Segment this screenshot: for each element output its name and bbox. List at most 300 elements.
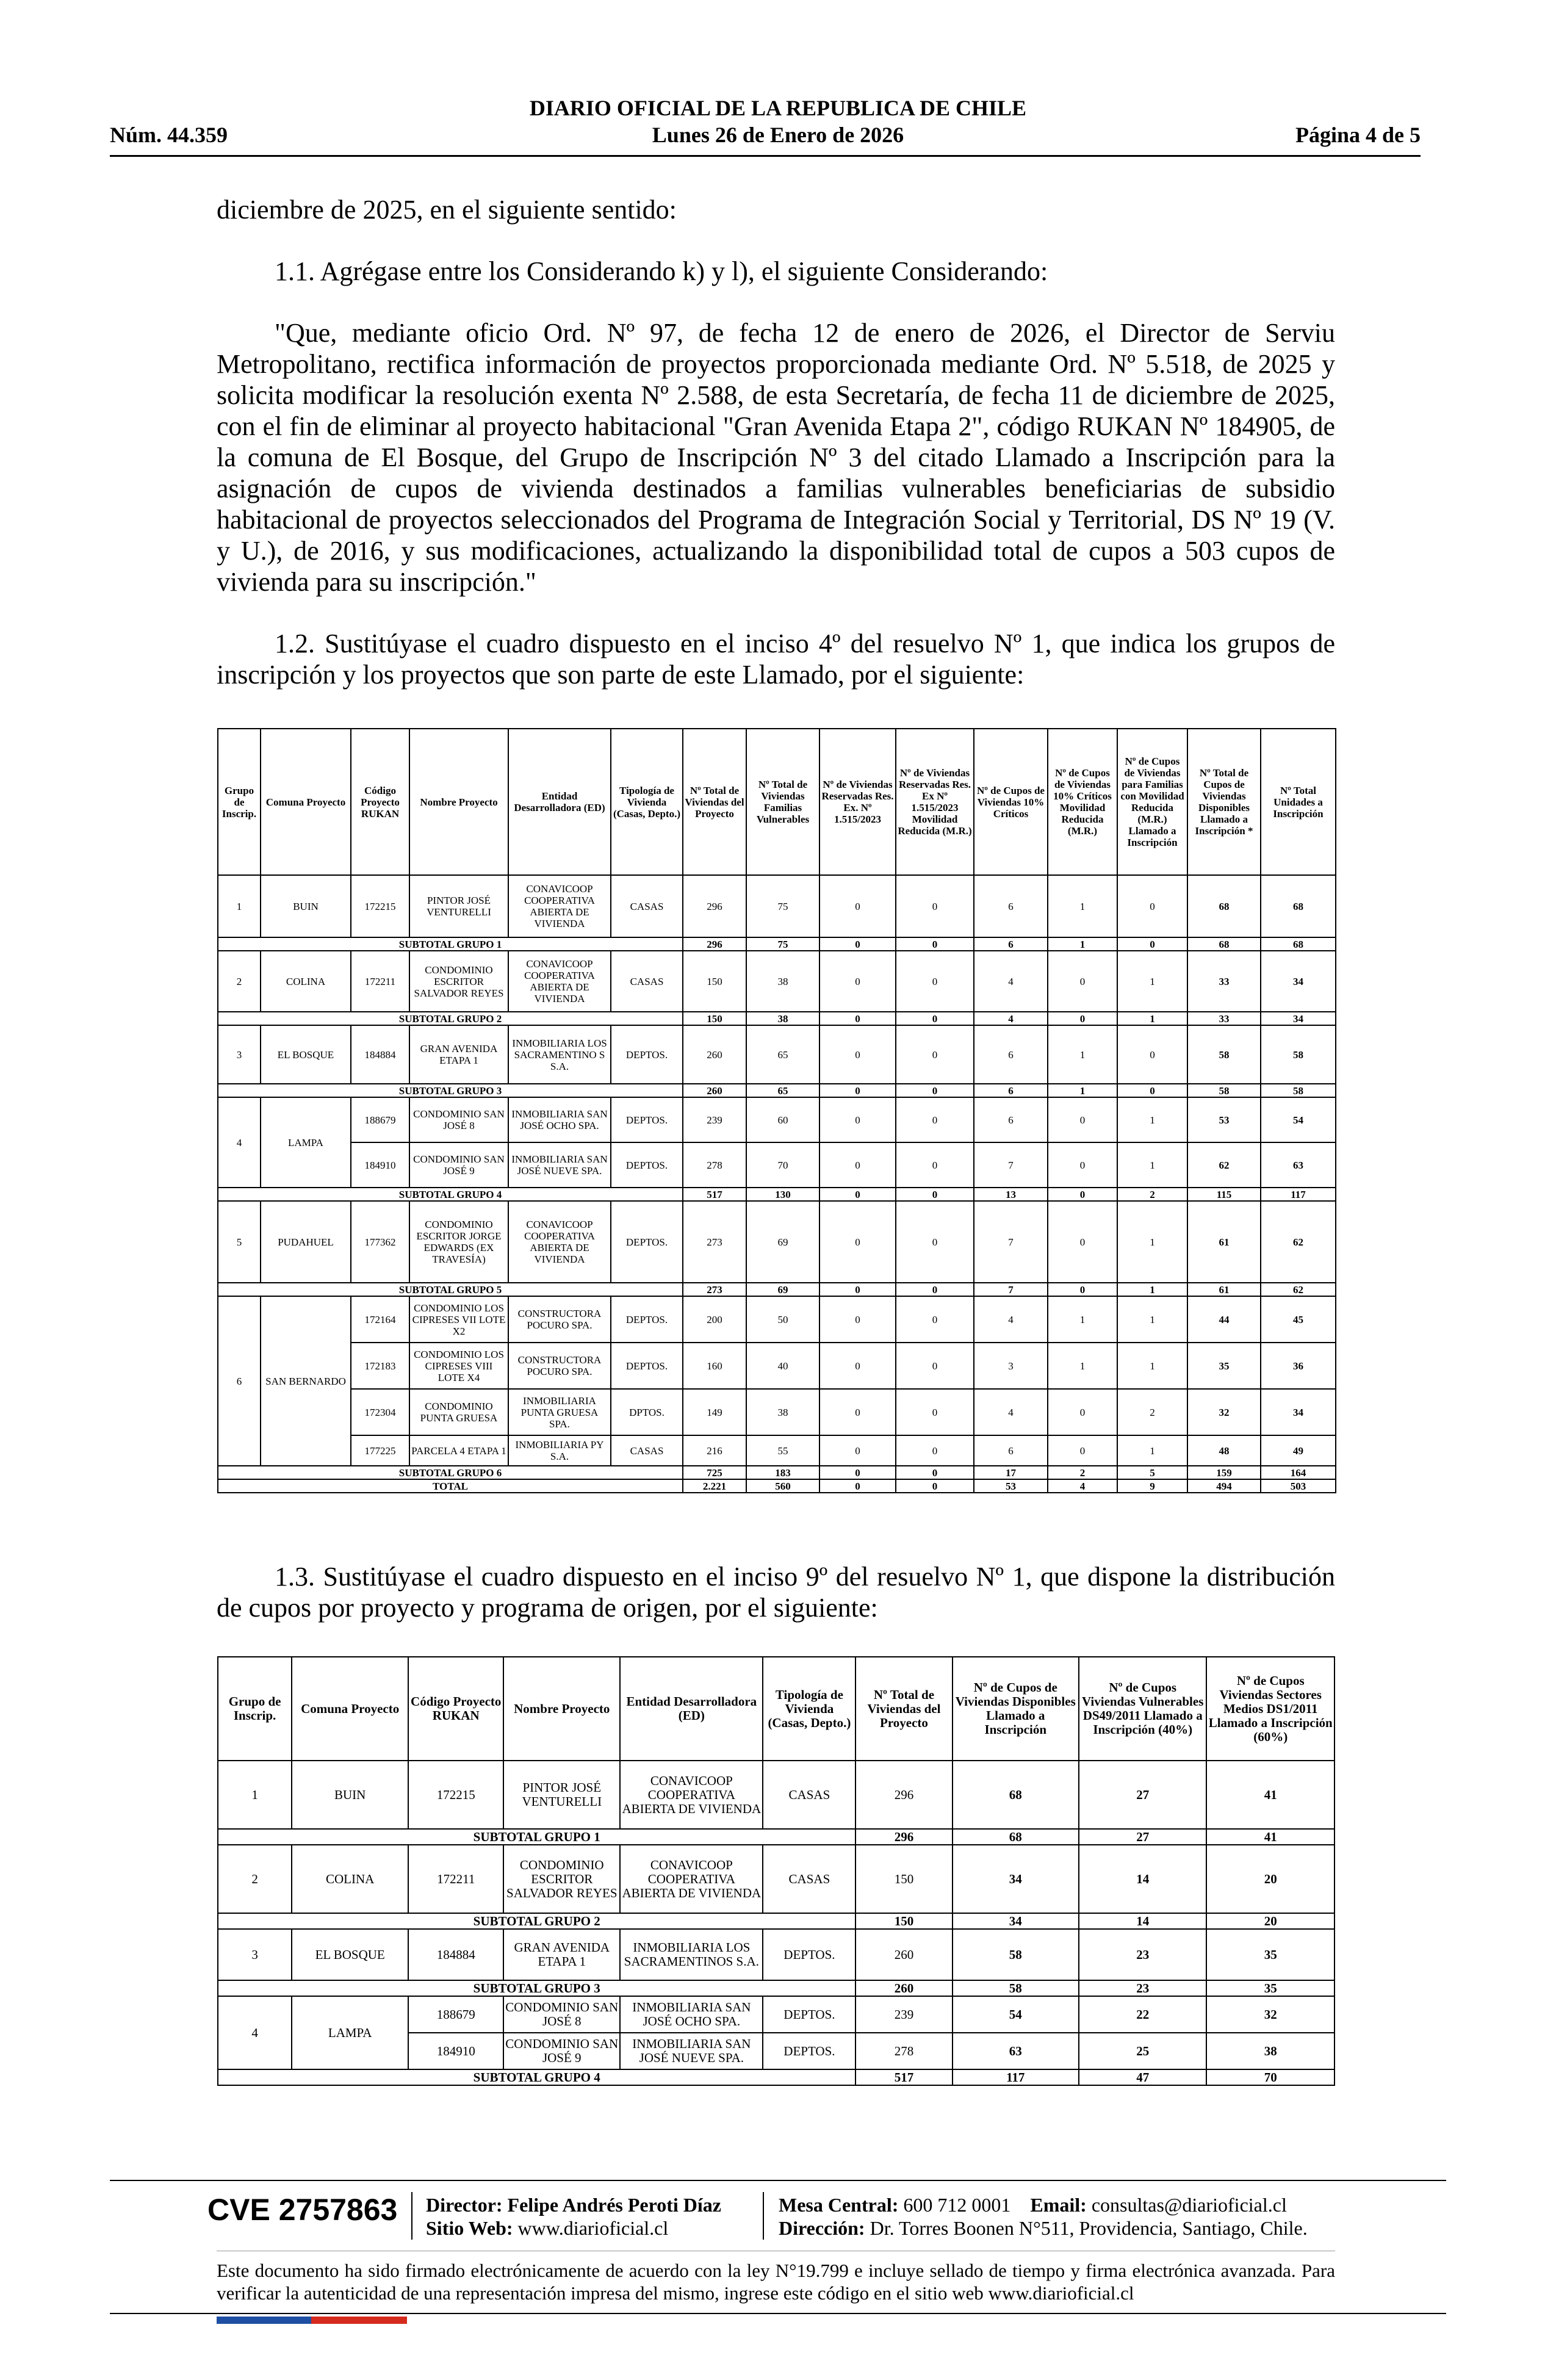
cell: LAMPA — [261, 1097, 351, 1188]
cell: 53 — [974, 1479, 1048, 1493]
cell: CONDOMINIO ESCRITOR SALVADOR REYES — [409, 951, 508, 1012]
subtotal-row — [218, 937, 1336, 951]
cell: 68 — [953, 1761, 1079, 1829]
cell: 68 — [1187, 875, 1261, 937]
cell: 0 — [819, 1097, 896, 1142]
issue-date: Lunes 26 de Enero de 2026 — [652, 123, 904, 147]
subtotal-label: SUBTOTAL GRUPO 2 — [218, 1913, 855, 1929]
table-row — [218, 1845, 1334, 1913]
table-row — [218, 1996, 1334, 2033]
cell: 0 — [896, 1097, 974, 1142]
footer-divider — [411, 2192, 412, 2240]
cell: 1 — [218, 1761, 292, 1829]
distribution-table — [217, 1656, 1335, 2086]
cell: PUDAHUEL — [261, 1201, 351, 1283]
cve-code: CVE 2757863 — [207, 2193, 398, 2227]
t2-header-entidad: Entidad Desarrolladora (ED) — [620, 1657, 763, 1761]
cell: 61 — [1187, 1283, 1261, 1296]
t1-header-cupos-disponibles: Nº Total de Cupos de Viviendas Disponibles Llamado a Inscripción * — [1187, 729, 1261, 875]
cell: 4 — [974, 1012, 1048, 1025]
cell: 150 — [855, 1845, 952, 1913]
cell: 0 — [819, 1084, 896, 1097]
cell: CONDOMINIO PUNTA GRUESA — [409, 1389, 508, 1435]
cell: DEPTOS. — [611, 1097, 683, 1142]
cell: SAN BERNARDO — [261, 1296, 351, 1466]
cell: 0 — [1048, 1097, 1117, 1142]
cell: 239 — [855, 1996, 952, 2033]
cell: 20 — [1206, 1845, 1334, 1913]
cell: 0 — [1048, 1435, 1117, 1466]
body-text-top — [217, 194, 1335, 690]
cell: 23 — [1079, 1980, 1206, 1996]
cell: 0 — [896, 1296, 974, 1343]
flag-stripe-red — [311, 2317, 407, 2324]
cell: 27 — [1079, 1761, 1206, 1829]
cell: DEPTOS. — [763, 1929, 855, 1980]
cell: EL BOSQUE — [292, 1929, 408, 1980]
cell: 48 — [1187, 1435, 1261, 1466]
cell: 115 — [1187, 1188, 1261, 1201]
table-row — [218, 1296, 1336, 1343]
cell: 160 — [683, 1343, 746, 1389]
cell: 150 — [683, 1012, 746, 1025]
cell: 278 — [683, 1142, 746, 1188]
cell: 2 — [218, 1845, 292, 1913]
newspaper-title: DIARIO OFICIAL DE LA REPUBLICA DE CHILE — [529, 96, 1027, 120]
direccion-label: Dirección: — [779, 2217, 865, 2239]
t2-header-cupos-vulnerables: Nº de Cupos Viviendas Vulnerables DS49/2011 Llamado a Inscripción (40%) — [1079, 1657, 1206, 1761]
cell: 33 — [1187, 1012, 1261, 1025]
cell: 0 — [819, 951, 896, 1012]
cell: 1 — [1048, 1084, 1117, 1097]
cell: 503 — [1261, 1479, 1336, 1493]
cell: CONAVICOOP COOPERATIVA ABIERTA DE VIVIENDA — [620, 1761, 763, 1829]
cell: 4 — [1048, 1479, 1117, 1493]
cell: 6 — [974, 1084, 1048, 1097]
cell: 183 — [746, 1466, 819, 1479]
cell: 1 — [1117, 1296, 1187, 1343]
subtotal-label: SUBTOTAL GRUPO 4 — [218, 1188, 683, 1201]
cell: 35 — [1206, 1929, 1334, 1980]
cell: 0 — [896, 1201, 974, 1283]
direccion-text: Dr. Torres Boonen N°511, Providencia, Santiago, Chile. — [870, 2217, 1308, 2239]
cell: 184884 — [408, 1929, 503, 1980]
cell: 23 — [1079, 1929, 1206, 1980]
cell: 34 — [953, 1913, 1079, 1929]
cell: INMOBILIARIA PUNTA GRUESA SPA. — [508, 1389, 611, 1435]
cell: 0 — [896, 1188, 974, 1201]
t1-header-cupos-mr: Nº de Cupos de Viviendas para Familias con Movilidad Reducida (M.R.) Llamado a Inscripción — [1117, 729, 1187, 875]
cell: 0 — [819, 1201, 896, 1283]
cell: 0 — [819, 937, 896, 951]
subtotal-row — [218, 1829, 1334, 1845]
cell: 0 — [896, 1012, 974, 1025]
cell: 177362 — [351, 1201, 409, 1283]
cell: 1 — [1048, 875, 1117, 937]
cell: 7 — [974, 1283, 1048, 1296]
cell: 3 — [218, 1929, 292, 1980]
subtotal-row — [218, 1980, 1334, 1996]
cell: 65 — [746, 1084, 819, 1097]
cell: 4 — [974, 951, 1048, 1012]
cell: CONAVICOOP COOPERATIVA ABIERTA DE VIVIENDA — [508, 951, 611, 1012]
cell: 0 — [819, 1466, 896, 1479]
table-row — [218, 1435, 1336, 1466]
cell: 1 — [1117, 1343, 1187, 1389]
cell: 2 — [1048, 1466, 1117, 1479]
cell: 0 — [896, 1466, 974, 1479]
cell: DEPTOS. — [763, 2033, 855, 2069]
cell: 172215 — [351, 875, 409, 937]
cell: CONDOMINIO SAN JOSÉ 8 — [503, 1996, 620, 2033]
footer-contact-block — [779, 2193, 1308, 2240]
cell: 172304 — [351, 1389, 409, 1435]
t1-header-grupo: Grupo de Inscrip. — [218, 729, 261, 875]
cell: 54 — [953, 1996, 1079, 2033]
cell: 1 — [1117, 1097, 1187, 1142]
cell: EL BOSQUE — [261, 1025, 351, 1084]
t2-header-nombre: Nombre Proyecto — [503, 1657, 620, 1761]
cell: 0 — [896, 1283, 974, 1296]
t1-header-entidad: Entidad Desarrolladora (ED) — [508, 729, 611, 875]
cell: 61 — [1187, 1201, 1261, 1283]
cell: 0 — [1048, 1142, 1117, 1188]
cell: 38 — [746, 951, 819, 1012]
cell: 159 — [1187, 1466, 1261, 1479]
subtotal-row — [218, 1188, 1336, 1201]
total-row — [218, 1479, 1336, 1493]
subtotal-label: SUBTOTAL GRUPO 3 — [218, 1084, 683, 1097]
cell: 6 — [974, 875, 1048, 937]
cell: 200 — [683, 1296, 746, 1343]
signature-note: Este documento ha sido firmado electrónicamente de acuerdo con la ley N°19.799 e incluye sellado de tiempo y firma electrónica avanzada. Para verificar la autenticidad de una representación impresa del mismo, ingrese este código en el sitio web www.diarioficial.cl — [217, 2260, 1335, 2304]
cell: 20 — [1206, 1913, 1334, 1929]
subtotal-row — [218, 1913, 1334, 1929]
cell: 6 — [974, 937, 1048, 951]
cell: 62 — [1261, 1201, 1336, 1283]
page-number: Página 4 de 5 — [1295, 123, 1421, 147]
cell: 68 — [1261, 937, 1336, 951]
cell: COLINA — [292, 1845, 408, 1913]
cell: 1 — [1117, 1435, 1187, 1466]
cell: 34 — [1261, 1389, 1336, 1435]
header-rule — [110, 155, 1421, 157]
cell: 58 — [1261, 1084, 1336, 1097]
t2-header-grupo: Grupo de Inscrip. — [218, 1657, 292, 1761]
cell: GRAN AVENIDA ETAPA 1 — [503, 1929, 620, 1980]
table-row — [218, 1025, 1336, 1084]
t1-header-comuna: Comuna Proyecto — [261, 729, 351, 875]
cell: 45 — [1261, 1296, 1336, 1343]
cell: CONSTRUCTORA POCURO SPA. — [508, 1296, 611, 1343]
cell: 0 — [896, 1479, 974, 1493]
cell: 0 — [1048, 1283, 1117, 1296]
cell: 0 — [819, 1389, 896, 1435]
cell: 149 — [683, 1389, 746, 1435]
t1-header-criticos-mr: Nº de Cupos de Viviendas 10% Críticos Movilidad Reducida (M.R.) — [1048, 729, 1117, 875]
cell: 4 — [218, 1996, 292, 2069]
cell: 184910 — [408, 2033, 503, 2069]
t2-header-total-viviendas: Nº Total de Viviendas del Proyecto — [855, 1657, 952, 1761]
cell: 117 — [1261, 1188, 1336, 1201]
cell: 216 — [683, 1435, 746, 1466]
cell: DPTOS. — [611, 1389, 683, 1435]
cell: CONDOMINIO LOS CIPRESES VII LOTE X2 — [409, 1296, 508, 1343]
cell: LAMPA — [292, 1996, 408, 2069]
cell: 68 — [1261, 875, 1336, 937]
cell: 0 — [896, 1142, 974, 1188]
cell: CONDOMINIO SAN JOSÉ 9 — [409, 1142, 508, 1188]
table-row — [218, 875, 1336, 937]
cell: 517 — [855, 2069, 952, 2085]
body-text-middle — [217, 1561, 1335, 1623]
cell: 5 — [1117, 1466, 1187, 1479]
cell: INMOBILIARIA SAN JOSÉ NUEVE SPA. — [508, 1142, 611, 1188]
paragraph-intro: diciembre de 2025, en el siguiente sentido: — [217, 195, 677, 225]
cell: INMOBILIARIA LOS SACRAMENTINO S S.A. — [508, 1025, 611, 1084]
cell: 0 — [819, 1435, 896, 1466]
t1-header-nombre: Nombre Proyecto — [409, 729, 508, 875]
cell: 65 — [746, 1025, 819, 1084]
cell: 32 — [1206, 1996, 1334, 2033]
cell: 41 — [1206, 1761, 1334, 1829]
cell: 70 — [746, 1142, 819, 1188]
cell: 47 — [1079, 2069, 1206, 2085]
t1-header-unidades: Nº Total Unidades a Inscripción — [1261, 729, 1336, 875]
paragraph-1-2: 1.2. Sustitúyase el cuadro dispuesto en el inciso 4º del resuelvo Nº 1, que indica los grupos de inscripción y los proyectos que son parte de este Llamado, por el siguiente: — [217, 629, 1335, 690]
director-name: Felipe Andrés Peroti Díaz — [507, 2194, 721, 2216]
subtotal-label: SUBTOTAL GRUPO 4 — [218, 2069, 855, 2085]
cell: 0 — [1048, 1389, 1117, 1435]
email-label: Email: — [1030, 2194, 1087, 2216]
cell: 517 — [683, 1188, 746, 1201]
cell: 0 — [1048, 951, 1117, 1012]
cell: 63 — [1261, 1142, 1336, 1188]
t2-header-codigo: Código Proyecto RUKAN — [408, 1657, 503, 1761]
cell: 7 — [974, 1201, 1048, 1283]
cell: 70 — [1206, 2069, 1334, 2085]
cell: 150 — [683, 951, 746, 1012]
cell: 494 — [1187, 1479, 1261, 1493]
t2-header-tipologia: Tipología de Vivienda (Casas, Depto.) — [763, 1657, 855, 1761]
cell: 1 — [1048, 1025, 1117, 1084]
cell: 62 — [1187, 1142, 1261, 1188]
cell: 0 — [1048, 1188, 1117, 1201]
cell: 239 — [683, 1097, 746, 1142]
cell: 41 — [1206, 1829, 1334, 1845]
table-row — [218, 1097, 1336, 1142]
cell: 22 — [1079, 1996, 1206, 2033]
cell: 68 — [1187, 937, 1261, 951]
cell: 58 — [1261, 1025, 1336, 1084]
cell: 9 — [1117, 1479, 1187, 1493]
cell: 0 — [1117, 875, 1187, 937]
cell: 1 — [218, 875, 261, 937]
cell: 7 — [974, 1142, 1048, 1188]
paragraph-1-1: 1.1. Agrégase entre los Considerando k) y l), el siguiente Considerando: — [275, 256, 1048, 286]
cell: 53 — [1187, 1097, 1261, 1142]
cell: DEPTOS. — [611, 1296, 683, 1343]
cell: 260 — [683, 1084, 746, 1097]
email-link[interactable]: consultas@diarioficial.cl — [1091, 2194, 1287, 2216]
cell: 0 — [819, 1025, 896, 1084]
subtotal-label: SUBTOTAL GRUPO 1 — [218, 937, 683, 951]
cell: 4 — [974, 1296, 1048, 1343]
cell: 40 — [746, 1343, 819, 1389]
cell: 0 — [819, 1343, 896, 1389]
cell: INMOBILIARIA PY S.A. — [508, 1435, 611, 1466]
issue-number: Núm. 44.359 — [110, 123, 228, 147]
cell: 1 — [1048, 937, 1117, 951]
cell: 0 — [1048, 1012, 1117, 1025]
cell: INMOBILIARIA SAN JOSÉ NUEVE SPA. — [620, 2033, 763, 2069]
t1-header-reservadas: Nº de Viviendas Reservadas Res. Ex. Nº 1.515/2023 — [819, 729, 896, 875]
cell: CONDOMINIO ESCRITOR JORGE EDWARDS (EX TRAVESÍA) — [409, 1201, 508, 1283]
cell: 0 — [819, 1188, 896, 1201]
t1-header-total-viviendas: Nº Total de Viviendas del Proyecto — [683, 729, 746, 875]
cell: 0 — [896, 951, 974, 1012]
cell: 2 — [218, 951, 261, 1012]
cell: CONAVICOOP COOPERATIVA ABIERTA DE VIVIENDA — [508, 875, 611, 937]
cell: INMOBILIARIA LOS SACRAMENTINOS S.A. — [620, 1929, 763, 1980]
sitio-label: Sitio Web: — [426, 2217, 513, 2239]
cell: 0 — [896, 937, 974, 951]
cell: DEPTOS. — [611, 1142, 683, 1188]
cell: 0 — [819, 1012, 896, 1025]
cell: BUIN — [261, 875, 351, 937]
cell: 1 — [1117, 1142, 1187, 1188]
cell: PINTOR JOSÉ VENTURELLI — [503, 1761, 620, 1829]
cell: 27 — [1079, 1829, 1206, 1845]
table-row — [218, 1761, 1334, 1829]
cell: 34 — [1261, 951, 1336, 1012]
table-row — [218, 1389, 1336, 1435]
cell: 0 — [896, 1389, 974, 1435]
cell: 1 — [1048, 1343, 1117, 1389]
cell: 164 — [1261, 1466, 1336, 1479]
cell: 172211 — [408, 1845, 503, 1913]
cell: 184884 — [351, 1025, 409, 1084]
cell: DEPTOS. — [611, 1025, 683, 1084]
groups-table — [217, 728, 1336, 1493]
cell: 6 — [218, 1296, 261, 1466]
subtotal-row — [218, 1466, 1336, 1479]
cell: BUIN — [292, 1761, 408, 1829]
footer-bottom-rule — [110, 2313, 1446, 2314]
director-label: Director: — [426, 2194, 503, 2216]
cell: 44 — [1187, 1296, 1261, 1343]
flag-stripe-blue — [217, 2317, 311, 2324]
subtotal-row — [218, 1084, 1336, 1097]
paragraph-quote: "Que, mediante oficio Ord. Nº 97, de fecha 12 de enero de 2026, el Director de Serviu Metropolitano, rectifica información de proyectos proporcionada mediante Ord. Nº 5.518, de 2025 y solicita modificar la resolución exenta Nº 2.588, de esta Secretaría, de fecha 11 de diciembre de 2025, con el fin de eliminar al proyecto habitacional "Gran Avenida Etapa 2", código RUKAN Nº 184905, de la comuna de El Bosque, del Grupo de Inscripción Nº 3 del citado Llamado a Inscripción para la asignación de cupos de vivienda destinados a familias vulnerables beneficiarias de subsidio habitacional de proyectos seleccionados del Programa de Integración Social y Territorial, DS Nº 19 (V. y U.), de 2016, y sus modificaciones, actualizando la disponibilidad total de cupos a 503 cupos de vivienda para su inscripción." — [217, 318, 1335, 597]
cell: 38 — [1206, 2033, 1334, 2069]
cell: 2 — [1117, 1188, 1187, 1201]
cell: 260 — [855, 1980, 952, 1996]
cell: 188679 — [351, 1097, 409, 1142]
footer-director-block — [426, 2193, 721, 2240]
cell: 0 — [819, 1296, 896, 1343]
cell: CASAS — [611, 1435, 683, 1466]
cell: 1 — [1117, 1283, 1187, 1296]
cell: 13 — [974, 1188, 1048, 1201]
cell: 33 — [1187, 951, 1261, 1012]
cell: 4 — [974, 1389, 1048, 1435]
subtotal-label: SUBTOTAL GRUPO 6 — [218, 1466, 683, 1479]
cell: 69 — [746, 1283, 819, 1296]
cell: DEPTOS. — [611, 1343, 683, 1389]
cell: 32 — [1187, 1389, 1261, 1435]
cell: CONDOMINIO ESCRITOR SALVADOR REYES — [503, 1845, 620, 1913]
cell: 75 — [746, 937, 819, 951]
cell: 6 — [974, 1435, 1048, 1466]
cell: 1 — [1117, 1201, 1187, 1283]
t1-header-reservadas-mr: Nº de Viviendas Reservadas Res. Ex Nº 1.515/2023 Movilidad Reducida (M.R.) — [896, 729, 974, 875]
cell: 0 — [896, 1025, 974, 1084]
subtotal-label: SUBTOTAL GRUPO 3 — [218, 1980, 855, 1996]
cell: 188679 — [408, 1996, 503, 2033]
cell: 75 — [746, 875, 819, 937]
t1-header-tipologia: Tipología de Vivienda (Casas, Depto.) — [611, 729, 683, 875]
cell: DEPTOS. — [763, 1996, 855, 2033]
table-row — [218, 951, 1336, 1012]
cell: DEPTOS. — [611, 1201, 683, 1283]
cell: 6 — [974, 1097, 1048, 1142]
subtotal-label: SUBTOTAL GRUPO 5 — [218, 1283, 683, 1296]
cell: 0 — [896, 1435, 974, 1466]
cell: 0 — [1048, 1201, 1117, 1283]
cell: 2 — [1117, 1389, 1187, 1435]
table1-header-row — [218, 729, 1336, 875]
cell: 0 — [1117, 1084, 1187, 1097]
cell: 260 — [683, 1025, 746, 1084]
cell: 14 — [1079, 1845, 1206, 1913]
cell: 60 — [746, 1097, 819, 1142]
cell: 0 — [896, 875, 974, 937]
cell: 172211 — [351, 951, 409, 1012]
cell: 14 — [1079, 1913, 1206, 1929]
cell: CONAVICOOP COOPERATIVA ABIERTA DE VIVIENDA — [620, 1845, 763, 1913]
cell: 50 — [746, 1296, 819, 1343]
subtotal-row — [218, 1012, 1336, 1025]
cell: 58 — [1187, 1084, 1261, 1097]
cell: 5 — [218, 1201, 261, 1283]
cell: 35 — [1187, 1343, 1261, 1389]
cell: 2.221 — [683, 1479, 746, 1493]
table-row — [218, 1201, 1336, 1283]
cell: 58 — [953, 1980, 1079, 1996]
cell: 1 — [1117, 951, 1187, 1012]
cell: 25 — [1079, 2033, 1206, 2069]
t1-header-vulnerables: Nº Total de Viviendas Familias Vulnerables — [746, 729, 819, 875]
cell: 296 — [855, 1829, 952, 1845]
cell: 150 — [855, 1913, 952, 1929]
t2-header-cupos-disponibles: Nº de Cupos de Viviendas Disponibles Llamado a Inscripción — [953, 1657, 1079, 1761]
cell: 49 — [1261, 1435, 1336, 1466]
cell: 117 — [953, 2069, 1079, 2085]
cell: 69 — [746, 1201, 819, 1283]
cell: 725 — [683, 1466, 746, 1479]
cell: 296 — [683, 937, 746, 951]
mesa-phone: 600 712 0001 — [903, 2194, 1011, 2216]
cell: 58 — [953, 1929, 1079, 1980]
cell: 38 — [746, 1012, 819, 1025]
cell: 177225 — [351, 1435, 409, 1466]
subtotal-row — [218, 1283, 1336, 1296]
cell: CASAS — [763, 1761, 855, 1829]
cell: 0 — [1117, 937, 1187, 951]
sitio-web-link[interactable]: www.diarioficial.cl — [517, 2217, 669, 2239]
cell: 0 — [819, 1142, 896, 1188]
